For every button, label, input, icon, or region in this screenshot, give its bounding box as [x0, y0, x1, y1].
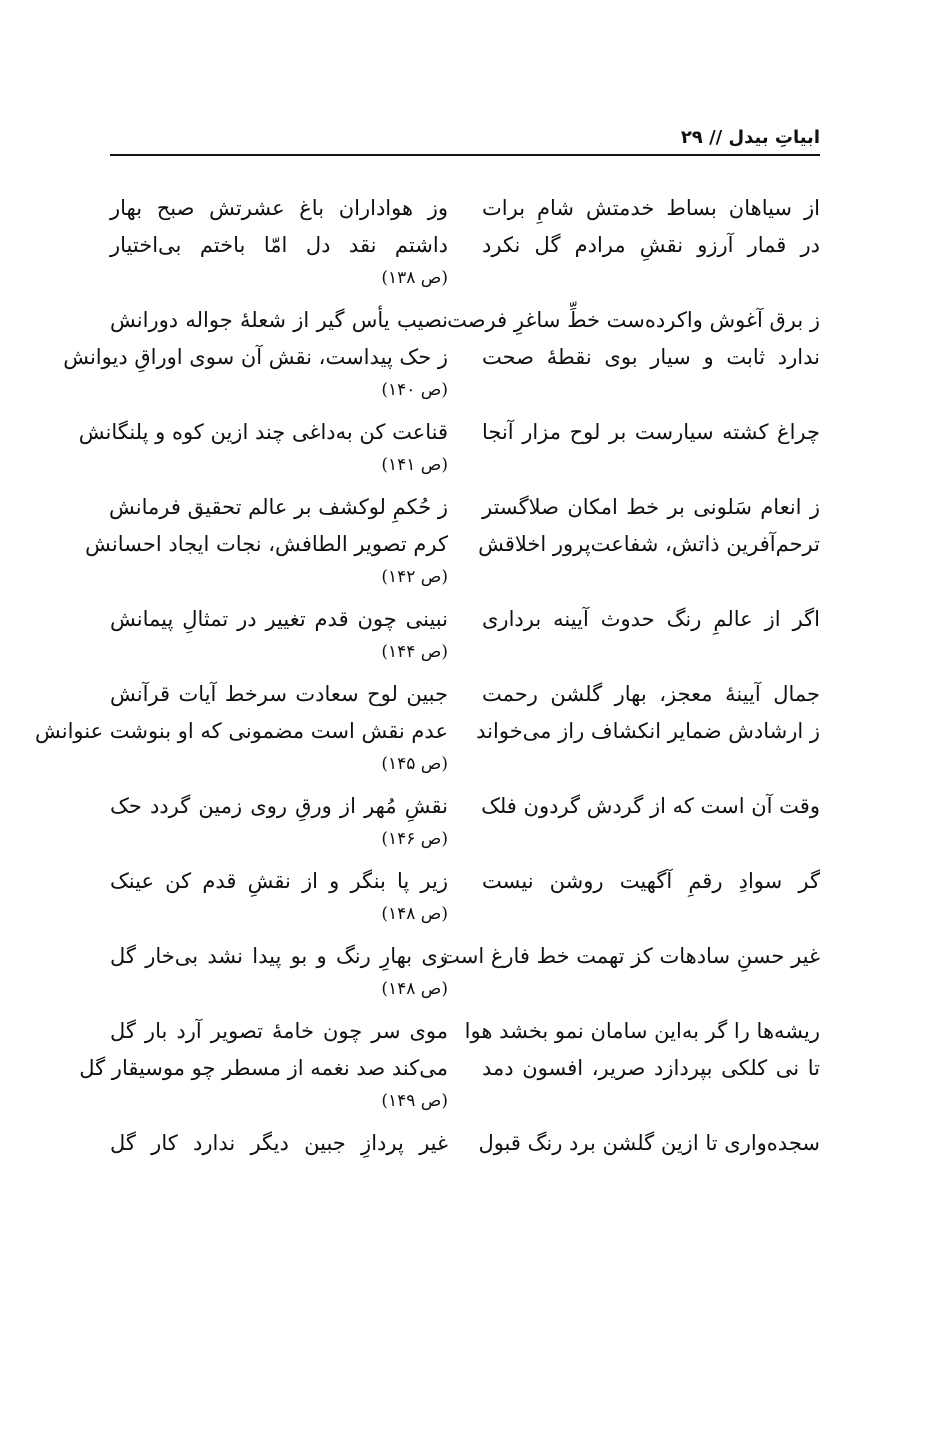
left-hemistich: غیر پردازِ جبین دیگر ندارد کار گل [110, 1131, 448, 1155]
page-reference: (ص ۱۴۸) [381, 904, 448, 924]
left-hemistich: نقشِ مُهر از ورقِ روی زمین گردد حک [110, 794, 448, 818]
right-hemistich: گر سوادِ رقمِ آگهیت روشن نیست [482, 869, 820, 893]
stanza [63, 302, 820, 408]
stanza [110, 863, 820, 932]
verse-line [85, 526, 820, 563]
page-reference-row [110, 975, 820, 1007]
right-hemistich: ز ارشادش ضمایر انکشاف راز می‌خواند [476, 719, 820, 743]
page-reference: (ص ۱۴۰) [381, 380, 448, 400]
left-hemistich: زی بهارِ رنگ و بو پیدا نشد بی‌خار گل [110, 944, 448, 968]
right-hemistich: جمال آیینهٔ معجز، بهار گلشن رحمت [482, 682, 820, 706]
verse-line [110, 1125, 820, 1162]
right-hemistich: تا نی کلکی بپردازد صریر، افسون دمد [482, 1056, 820, 1080]
verse-line [63, 339, 820, 376]
verse-line [79, 1050, 820, 1087]
left-hemistich: کرم تصویر الطافش، نجات ایجاد احسانش [85, 532, 448, 556]
page-reference-row [110, 376, 820, 408]
verse-line [110, 1013, 820, 1050]
right-hemistich: وقت آن است که از گردش گردون فلک [481, 794, 820, 818]
left-hemistich: داشتم نقد دل امّا باختم بی‌اختیار [110, 233, 448, 257]
verse-line [110, 190, 820, 227]
page-reference-row [110, 264, 820, 296]
verse-line [110, 863, 820, 900]
right-hemistich: از سیاهان بساط خدمتش شامِ برات [482, 196, 820, 220]
page-reference: (ص ۱۴۵) [381, 754, 448, 774]
left-hemistich: ز حک پیداست، نقش آن سوی اوراقِ دیوانش [63, 345, 448, 369]
right-hemistich: سجده‌واری تا ازین گلشن برد رنگ قبول [478, 1131, 820, 1155]
page-reference-row [110, 451, 820, 483]
left-hemistich: نبینی چون قدم تغییر در تمثالِ پیمانش [110, 607, 448, 631]
page-reference: (ص ۱۴۸) [381, 979, 448, 999]
left-hemistich: جبین لوح سعادت سرخط آیات قرآنش [110, 682, 448, 706]
stanza [110, 788, 820, 857]
stanza [78, 414, 820, 483]
left-hemistich: نصیب یأس گیر از شعلهٔ جواله دورانش [110, 308, 448, 332]
page-reference-row [110, 638, 820, 670]
left-hemistich: عدم نقش است مضمونی که او بنوشت عنوانش [34, 719, 448, 743]
stanza [110, 601, 820, 670]
right-hemistich: اگر از عالمِ رنگ حدوث آیینه برداری [482, 607, 820, 631]
verse-line [110, 938, 820, 975]
page-reference-row [110, 900, 820, 932]
page-reference: (ص ۱۴۱) [381, 455, 448, 475]
right-hemistich: ندارد ثابت و سیار بوی نقطهٔ صحت [482, 345, 820, 369]
right-hemistich: غیر حسنِ سادهات کز تهمت خط فارغ است [440, 944, 820, 968]
page-reference-row [110, 1087, 820, 1119]
left-hemistich: قناعت کن به‌داغی چند ازین کوه و پلنگانش [78, 420, 448, 444]
left-hemistich: موی سر چون خامهٔ تصویر آرد بار گل [110, 1019, 448, 1043]
left-hemistich: زیر پا بنگر و از نقشِ قدم کن عینک [110, 869, 448, 893]
verse-line [110, 227, 820, 264]
page-reference: (ص ۱۴۶) [381, 829, 448, 849]
page-reference: (ص ۱۴۴) [381, 642, 448, 662]
left-hemistich: وز هواداران باغ عشرتش صبح بهار [110, 196, 448, 220]
left-hemistich: ز حُکمِ لوکشف بر عالم تحقیق فرمانش [109, 495, 448, 519]
verse-line [110, 489, 820, 526]
verse-line [110, 788, 820, 825]
page-reference: (ص ۱۴۹) [381, 1091, 448, 1111]
verse-line [78, 414, 820, 451]
poem-body [34, 190, 820, 1168]
page-reference-row [110, 563, 820, 595]
right-hemistich: چراغ کشته سیارست بر لوح مزار آنجا [482, 420, 820, 444]
page-reference-row [110, 825, 820, 857]
page-header [110, 118, 820, 156]
page-reference: (ص ۱۳۸) [381, 268, 448, 288]
stanza [85, 489, 820, 595]
verse-line [34, 713, 820, 750]
right-hemistich: ز برق آغوش واکرده‌ست خطِّ ساغرِ فرصت [447, 308, 820, 332]
verse-line [110, 676, 820, 713]
running-title: ابیاتِ بیدل // ۲۹ [680, 127, 820, 148]
stanza [110, 938, 820, 1007]
left-hemistich: می‌کند صد نغمه از مسطر چو موسیقار گل [79, 1056, 448, 1080]
stanza [110, 1125, 820, 1162]
right-hemistich: ریشه‌ها را گر به‌این سامان نمو بخشد هوا [464, 1019, 820, 1043]
stanza [79, 1013, 820, 1119]
page-reference-row [110, 750, 820, 782]
stanza [34, 676, 820, 782]
right-hemistich: ز انعام سَلونی بر خط امکان صلاگستر [482, 495, 820, 519]
right-hemistich: در قمار آرزو نقشِ مرادم گل نکرد [482, 233, 820, 257]
right-hemistich: ترحم‌آفرین ذاتش، شفاعت‌پرور اخلاقش [478, 532, 820, 556]
verse-line [110, 302, 820, 339]
page-reference: (ص ۱۴۲) [381, 567, 448, 587]
stanza [110, 190, 820, 296]
verse-line [110, 601, 820, 638]
